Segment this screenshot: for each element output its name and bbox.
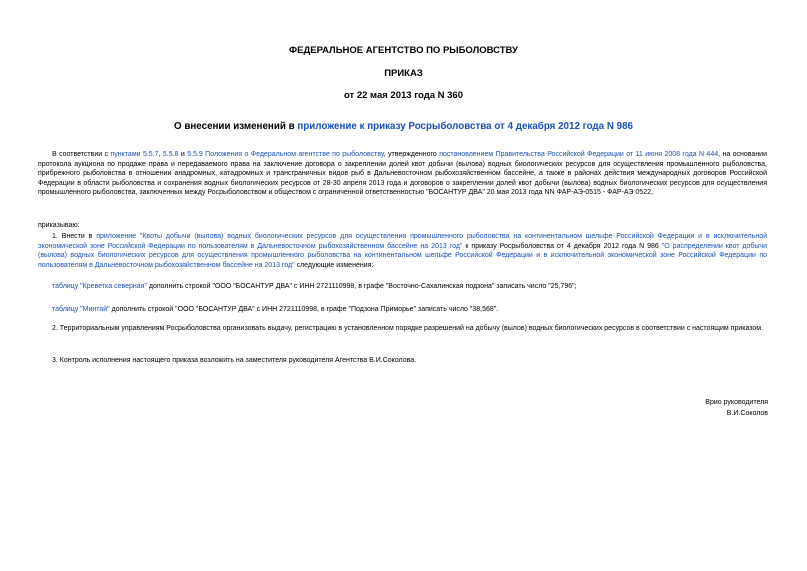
item-1-text-1: 1. Внести в <box>52 233 97 240</box>
change-2-paragraph <box>38 305 767 315</box>
preamble-link-2[interactable]: 5.5.8 <box>162 151 179 158</box>
item-1-link-2[interactable]: "О распределении квот добычи (вылова) водных биологических ресурсов для осуществления промышленного рыболовства на континентальном шельфе Российской Федерации и в исключительной экономической зоне Российской Федерации по пользователям в Дальневосточном рыбохозяйственном бассейне на 2013 год" <box>38 242 767 269</box>
document-type: ПРИКАЗ <box>384 68 423 79</box>
change-2-link[interactable]: таблицу "Минтай" <box>52 306 110 313</box>
item-1-text-3: следующие изменения: <box>294 261 374 269</box>
item-1-paragraph <box>38 232 767 270</box>
item-3-paragraph: 3. Контроль исполнения настоящего приказа возложить на заместителя руководителя Агентства В.И.Соколова. <box>52 357 417 364</box>
preamble-text-3: и <box>178 151 188 158</box>
item-1-text-2: к приказу Росрыболовства от 4 декабря 2012 года N 986 <box>462 242 662 250</box>
signature-title: Врио руководителя <box>705 399 768 406</box>
subject-link[interactable]: приложение к приказу Росрыболовства от 4 декабря 2012 года N 986 <box>297 121 633 132</box>
item-2-paragraph: 2. Территориальным управлениям Росрыболовства организовать выдачу, регистрацию в установленном порядке разрешений на добычу (вылов) водных биологических ресурсов в соответствии с настоящим приказом. <box>52 325 764 332</box>
preamble-text-4: , утвержденного <box>383 151 440 158</box>
subject-prefix: О внесении изменений в <box>174 121 298 132</box>
order-word: приказываю: <box>38 222 80 229</box>
change-1-link[interactable]: таблицу "Креветка северная" <box>52 283 147 290</box>
change-2-text: дополнить строкой "ООО "БОСАНТУР ДВА" с ИНН 2721110998, в графе "Подзона Приморье" записать число "38,568". <box>109 306 499 313</box>
document-subject <box>0 121 807 132</box>
preamble-link-1[interactable]: пунктами 5.5.7 <box>110 151 159 158</box>
document-date-number: от 22 мая 2013 года N 360 <box>343 90 464 101</box>
preamble-link-3[interactable]: 5.5.9 Положения о Федеральном агентстве по рыболовству <box>187 151 384 158</box>
change-1-paragraph <box>38 282 767 292</box>
preamble-text-5: , на основании протокола аукциона по продаже права и передаваемого права на заключение договора о закреплении долей квот добычи (вылова) водных биологических ресурсов для осуществления промышленного рыболовства, прибрежного рыболовства в отношении анадромных, катадромных и трансграничных видов рыб в Дальневосточном рыбохозяйственном бассейне, а также в районах действия международных договоров Российской Федерации в области рыболовства и сохранения водных биологических ресурсов от 28-30 апреля 2013 года и договоров о закреплении долей квот добычи (вылова) водных биологических ресурсов для осуществления промышленного рыболовства, заключенных между Росрыболовством и обществом с ограниченной ответственностью "БОСАНТУР ДВА" 20 мая 2013 года NN ФАР-АЭ-0515 - ФАР-АЭ 0522, <box>38 151 768 197</box>
signature-name: В.И.Соколов <box>726 410 768 417</box>
preamble-link-4[interactable]: постановлением Правительства Российской Федерации от 11 июня 2008 года N 444 <box>439 151 719 158</box>
change-1-text: дополнить строкой "ООО "БОСАНТУР ДВА" с ИНН 2721110998, в графе "Восточно-Сахалинская подзона" записать число "25,796"; <box>146 283 577 290</box>
preamble-paragraph <box>38 150 767 198</box>
item-1-link-1[interactable]: приложение "Квоты добычи (вылова) водных биологических ресурсов для осуществления промышленного рыболовства на континентальном шельфе Российской Федерации и в исключительной экономической зоне Российской Федерации по пользователям в Дальневосточном рыбохозяйственном бассейне на 2013 год" <box>38 233 768 250</box>
agency-name: ФЕДЕРАЛЬНОЕ АГЕНТСТВО ПО РЫБОЛОВСТВУ <box>289 45 518 56</box>
preamble-text-1: В соответствии с <box>52 151 111 158</box>
preamble-text-2: , <box>158 151 163 158</box>
